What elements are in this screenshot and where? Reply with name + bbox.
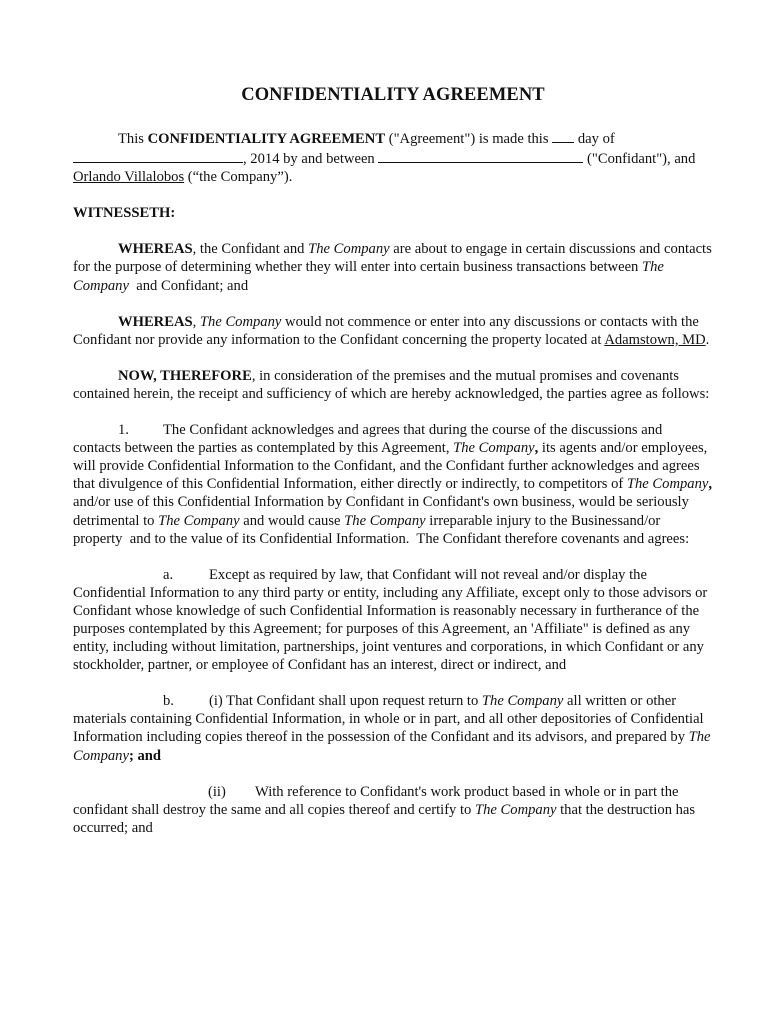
witnesseth-heading: WITNESSETH: (73, 205, 176, 222)
confidant-blank[interactable] (378, 148, 583, 163)
item-b-label: b. (163, 693, 174, 710)
section-1-text-3: and/or use of this Confidential Information by Confidant in Confidant's own business, would be seriously detrimental to (73, 494, 689, 529)
now-therefore-text: , in consideration of the premises and the mutual promises and covenants contained herein, the receipt and sufficiency of which are hereby acknowledged, the parties agree as follows: (73, 367, 710, 402)
section-1-number: 1. (118, 422, 129, 439)
whereas-2-company: The Company (199, 313, 282, 330)
now-therefore-lead: NOW, THEREFORE (118, 367, 252, 384)
section-1-company-3: The Company (158, 512, 240, 529)
section-1-company: The Company (453, 440, 535, 457)
item-ii-text-2: that the destruction has occurred; and (73, 801, 696, 836)
date-blank[interactable] (73, 148, 243, 163)
intro-text-1: ("Agreement") is made this (385, 131, 553, 147)
intro-text-2: day of (574, 131, 615, 147)
whereas-2-paragraph (73, 313, 713, 349)
item-b-text-2: all written or other materials containing Confidential Information, in whole or in part, and all other depositories of Confidential Information including copies thereof in the possession of the Confidant and its advisors, and prepared by (73, 693, 704, 746)
day-blank[interactable] (552, 128, 574, 143)
whereas-1-text-1: , the Confidant and (192, 241, 309, 258)
item-b-text-1: (i) That Confidant shall upon request return to (209, 693, 482, 710)
whereas-1-company: The Company (308, 241, 390, 258)
whereas-2-lead: WHEREAS (118, 313, 193, 330)
section-1-paragraph (73, 421, 713, 548)
whereas-1-paragraph (73, 240, 713, 294)
document-body (73, 84, 713, 855)
whereas-1-text-2: are about to engage in certain discussions and contacts for the purpose of determining whether they will enter into certain business transactions between (73, 241, 712, 276)
section-1-text-4: and would cause (239, 512, 345, 529)
item-ii-company: The Company (475, 801, 557, 818)
item-b-text-3: ; and (128, 747, 161, 764)
intro-text-3: , 2014 by and between (243, 151, 379, 168)
section-1-comma-2: , (708, 476, 713, 493)
intro-this: This (118, 131, 148, 147)
property-location: Adamstown, MD (604, 331, 706, 348)
whereas-2-text-3: . (705, 331, 710, 348)
intro-text-4: ("Confidant"), and (583, 151, 696, 168)
item-b-paragraph (73, 692, 713, 764)
item-a-paragraph (73, 566, 713, 675)
intro-bold-name: CONFIDENTIALITY AGREEMENT (147, 131, 386, 147)
whereas-2-text-1: , (192, 313, 200, 330)
whereas-1-text-3: and Confidant; and (128, 277, 249, 294)
item-b-company: The Company (481, 693, 564, 710)
section-1-text-5: irreparable injury to the Businessand/or property and to the value of its Confidential Information. The Confidant therefore covenants and agrees: (73, 512, 690, 547)
section-1-comma: , (534, 440, 539, 457)
section-1-company-2: The Company (626, 476, 709, 493)
item-ii-paragraph (73, 783, 713, 837)
document-title: CONFIDENTIALITY AGREEMENT (241, 85, 545, 105)
intro-paragraph (73, 128, 713, 186)
section-1-text-1: The Confidant acknowledges and agrees that during the course of the discussions and contacts between the parties as contemplated by this Agreement, (73, 422, 663, 457)
section-1-text-2: its agents and/or employees, will provide Confidential Information to the Confidant, and the Confidant further acknowledges and agrees that divulgence of this Confidential Information, either directly or indirectly, to competitors of (73, 440, 708, 493)
whereas-1-company-2: The Company (73, 259, 664, 294)
intro-text-5: (“the Company”). (184, 169, 293, 186)
company-name: Orlando Villalobos (73, 169, 185, 186)
whereas-1-lead: WHEREAS (118, 241, 193, 258)
section-1-company-4: The Company (344, 512, 426, 529)
item-a-text: Except as required by law, that Confidant will not reveal and/or display the Confidential Information to any third party or entity, including any Affiliate, except only to those advisors or Confidant whose knowledge of such Confidential Information is reasonably necessary in furtherance of the purposes contemplated by this Agreement; for purposes of this Agreement, an 'Affiliate" is defined as any entity, including without limitation, partnerships, joint ventures and corporations, in which Confidant or any stockholder, partner, or employee of Confidant has an interest, direct or indirect, and (73, 566, 708, 674)
item-ii-label: (ii) (208, 783, 226, 800)
item-a-label: a. (163, 566, 174, 583)
now-therefore-paragraph (73, 367, 713, 403)
item-ii-text-1: With reference to Confidant's work product based in whole or in part the confidant shall destroy the same and all copies thereof and certify to (73, 783, 679, 818)
item-b-company-2: The Company (73, 729, 711, 764)
whereas-2-text-2: would not commence or enter into any discussions or contacts with the Confidant nor provide any information to the Confidant concerning the property located at (73, 313, 699, 348)
